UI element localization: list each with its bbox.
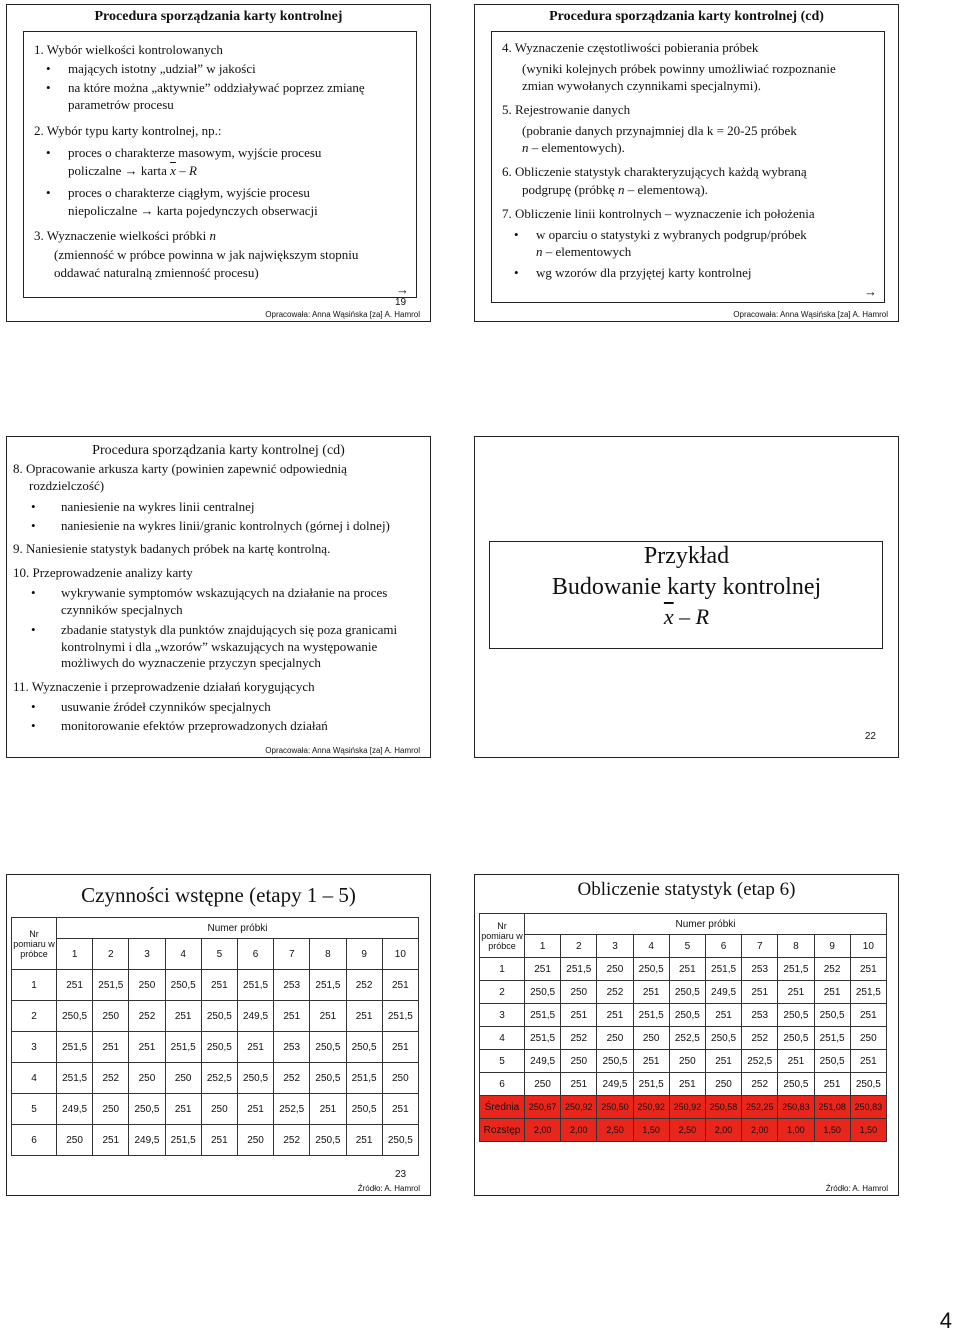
item-2a-cont bbox=[68, 163, 197, 179]
table-cell: 253 bbox=[742, 1004, 778, 1027]
table-cell: 250 bbox=[93, 1094, 129, 1125]
x-bar-symbol: $\overline{x}$ bbox=[170, 163, 176, 178]
item-2b: proces o charakterze ciągłym, wyjście procesu bbox=[68, 185, 310, 200]
bullet-dot: • bbox=[31, 499, 36, 514]
item-1: 1. Wybór wielkości kontrolowanych bbox=[34, 42, 223, 57]
table-cell: 251 bbox=[382, 970, 418, 1001]
table-cell: 250 bbox=[237, 1125, 273, 1156]
item-8a: naniesienie na wykres linii centralnej bbox=[61, 499, 255, 514]
row-label-cell: 5 bbox=[480, 1050, 525, 1073]
column-header-cell: 10 bbox=[382, 939, 418, 970]
table-cell: 251,5 bbox=[165, 1032, 201, 1063]
row-header-cell: Nr pomiaru w próbce bbox=[480, 914, 525, 958]
column-header-cell: 5 bbox=[201, 939, 237, 970]
slide-title: Czynności wstępne (etapy 1 – 5) bbox=[81, 883, 356, 907]
bullet-dot: • bbox=[46, 145, 51, 160]
table-cell: 251 bbox=[310, 1001, 346, 1032]
table-cell: 251,5 bbox=[93, 970, 129, 1001]
table-cell: 250,5 bbox=[57, 1001, 93, 1032]
chart-type-text: policzalne → karta bbox=[68, 163, 167, 178]
chart-type-formula bbox=[475, 604, 898, 630]
row-header-cell: Nr pomiaru w próbce bbox=[12, 918, 57, 970]
item-2a: proces o charakterze masowym, wyjście procesu bbox=[68, 145, 322, 160]
table-cell: 252 bbox=[814, 958, 850, 981]
item-7a-cont bbox=[536, 244, 631, 260]
table-cell: 250,5 bbox=[346, 1032, 382, 1063]
stat-cell: 250,92 bbox=[669, 1096, 705, 1119]
table-cell: 252 bbox=[346, 970, 382, 1001]
group-header-cell: Numer próbki bbox=[525, 914, 887, 935]
table-cell: 252,5 bbox=[274, 1094, 310, 1125]
content-frame bbox=[491, 31, 885, 303]
column-header-cell: 4 bbox=[633, 935, 669, 958]
table-cell: 250,5 bbox=[382, 1125, 418, 1156]
item-11: 11. Wyznaczenie i przeprowadzenie działań korygujących bbox=[13, 679, 315, 694]
item-10a-cont: czynników specjalnych bbox=[61, 602, 183, 617]
table-row bbox=[480, 1073, 887, 1096]
item-7a: w oparciu o statystyki z wybranych podgrup/próbek bbox=[536, 227, 807, 242]
table-cell: 251 bbox=[597, 1004, 633, 1027]
document-page-number: 4 bbox=[939, 1308, 952, 1333]
table-cell: 250,5 bbox=[669, 1004, 705, 1027]
table-cell: 251 bbox=[705, 1050, 741, 1073]
table-cell: 250,5 bbox=[778, 1027, 814, 1050]
table-cell: 251,5 bbox=[525, 1027, 561, 1050]
group-header-cell: Numer próbki bbox=[57, 918, 419, 939]
table-cell: 251,5 bbox=[561, 958, 597, 981]
table-cell: 250,5 bbox=[778, 1073, 814, 1096]
table-cell: 250,5 bbox=[525, 981, 561, 1004]
table-cell: 250 bbox=[93, 1001, 129, 1032]
row-label-cell: 2 bbox=[12, 1001, 57, 1032]
item-5-note-cont bbox=[522, 140, 625, 156]
bullet-dot: • bbox=[31, 699, 36, 714]
table-cell: 251 bbox=[633, 981, 669, 1004]
table-cell: 252,5 bbox=[201, 1063, 237, 1094]
stat-label-cell: Rozstęp bbox=[480, 1119, 525, 1142]
table-cell: 250 bbox=[597, 1027, 633, 1050]
table-cell: 252 bbox=[129, 1001, 165, 1032]
stat-cell: 250,92 bbox=[561, 1096, 597, 1119]
table-cell: 251,5 bbox=[382, 1001, 418, 1032]
item-1b: na które można „aktywnie” oddziaływać poprzez zmianę bbox=[68, 80, 365, 95]
stat-cell: 250,83 bbox=[778, 1096, 814, 1119]
table-cell: 250 bbox=[633, 1027, 669, 1050]
slide-footer: Opracowała: Anna Wąsińska [za] A. Hamrol bbox=[265, 746, 420, 755]
table-cell: 251 bbox=[850, 958, 886, 981]
table-cell: 251,5 bbox=[633, 1073, 669, 1096]
table-cell: 251 bbox=[165, 1094, 201, 1125]
column-header-cell: 8 bbox=[778, 935, 814, 958]
bullet-dot: • bbox=[31, 518, 36, 533]
table-cell: 252 bbox=[742, 1073, 778, 1096]
slide-title: Procedura sporządzania karty kontrolnej (cd) bbox=[92, 443, 345, 458]
table-cell: 251,5 bbox=[850, 981, 886, 1004]
item-7b: wg wzorów dla przyjętej karty kontrolnej bbox=[536, 265, 752, 280]
table-cell: 253 bbox=[742, 958, 778, 981]
table-cell: 251,5 bbox=[346, 1063, 382, 1094]
table-cell: 249,5 bbox=[129, 1125, 165, 1156]
table-cell: 251 bbox=[129, 1032, 165, 1063]
item-7: 7. Obliczenie linii kontrolnych – wyznaczenie ich położenia bbox=[502, 206, 815, 221]
table-cell: 251 bbox=[346, 1001, 382, 1032]
column-header-cell: 9 bbox=[814, 935, 850, 958]
table-cell: 251 bbox=[814, 981, 850, 1004]
table-cell: 250 bbox=[129, 970, 165, 1001]
item-9: 9. Naniesienie statystyk badanych próbek na kartę kontrolną. bbox=[13, 541, 331, 556]
item-3-text: 3. Wyznaczenie wielkości próbki bbox=[34, 228, 207, 243]
stat-cell: 250,58 bbox=[705, 1096, 741, 1119]
stat-cell: 2,00 bbox=[525, 1119, 561, 1142]
column-header-cell: 3 bbox=[597, 935, 633, 958]
table-cell: 251,5 bbox=[778, 958, 814, 981]
table-cell: 250,5 bbox=[201, 1032, 237, 1063]
measurement-table bbox=[11, 917, 419, 1156]
table-cell: 250,5 bbox=[814, 1004, 850, 1027]
table-cell: 250,5 bbox=[310, 1125, 346, 1156]
column-header-cell: 6 bbox=[705, 935, 741, 958]
table-row bbox=[12, 1032, 419, 1063]
table-row bbox=[12, 1125, 419, 1156]
table-row bbox=[480, 1050, 887, 1073]
table-cell: 251 bbox=[201, 1125, 237, 1156]
item-11b: monitorowanie efektów przeprowadzonych działań bbox=[61, 718, 328, 733]
stat-cell: 250,92 bbox=[633, 1096, 669, 1119]
table-cell: 250,5 bbox=[705, 1027, 741, 1050]
table-cell: 251 bbox=[633, 1050, 669, 1073]
slide-number: 23 bbox=[395, 1169, 407, 1180]
stat-label-cell: Średnia bbox=[480, 1096, 525, 1119]
statistics-table bbox=[479, 913, 887, 1142]
table-cell: 252 bbox=[274, 1125, 310, 1156]
row-label-cell: 3 bbox=[480, 1004, 525, 1027]
row-label-cell: 5 bbox=[12, 1094, 57, 1125]
table-cell: 250,5 bbox=[814, 1050, 850, 1073]
bullet-dot: • bbox=[46, 80, 51, 95]
table-cell: 249,5 bbox=[525, 1050, 561, 1073]
bullet-dot: • bbox=[31, 622, 36, 637]
table-cell: 253 bbox=[274, 1032, 310, 1063]
table-row bbox=[12, 970, 419, 1001]
stat-cell: 250,67 bbox=[525, 1096, 561, 1119]
table-cell: 251,5 bbox=[814, 1027, 850, 1050]
table-cell: 251 bbox=[237, 1094, 273, 1125]
table-cell: 250 bbox=[561, 1050, 597, 1073]
table-cell: 250,5 bbox=[669, 981, 705, 1004]
table-row bbox=[12, 1063, 419, 1094]
column-header-cell: 2 bbox=[561, 935, 597, 958]
bullet-dot: • bbox=[514, 227, 519, 242]
item-7a-text: – elementowych bbox=[545, 244, 632, 259]
table-cell: 250,5 bbox=[129, 1094, 165, 1125]
item-3-note-cont: oddawać naturalną zmienność procesu) bbox=[54, 265, 259, 280]
table-cell: 250 bbox=[382, 1063, 418, 1094]
row-label-cell: 6 bbox=[12, 1125, 57, 1156]
table-cell: 250 bbox=[669, 1050, 705, 1073]
n-symbol: n bbox=[209, 228, 216, 243]
slide-footer: Źródło: A. Hamrol bbox=[357, 1184, 420, 1193]
table-cell: 251 bbox=[310, 1094, 346, 1125]
column-header-cell: 1 bbox=[57, 939, 93, 970]
stat-cell: 251,08 bbox=[814, 1096, 850, 1119]
table-cell: 250,5 bbox=[633, 958, 669, 981]
slide-example-title bbox=[474, 436, 899, 758]
table-cell: 251 bbox=[382, 1094, 418, 1125]
stat-row bbox=[480, 1119, 887, 1142]
column-header-cell: 9 bbox=[346, 939, 382, 970]
stat-cell: 2,00 bbox=[705, 1119, 741, 1142]
table-cell: 251,5 bbox=[57, 1063, 93, 1094]
table-cell: 251,5 bbox=[633, 1004, 669, 1027]
slide-title: Procedura sporządzania karty kontrolnej bbox=[94, 9, 343, 24]
column-header-cell: 5 bbox=[669, 935, 705, 958]
item-10b: zbadanie statystyk dla punktów znajdujących się poza granicami bbox=[61, 622, 398, 637]
stat-cell: 1,50 bbox=[850, 1119, 886, 1142]
item-5-note-text: – elementowych). bbox=[531, 140, 625, 155]
table-cell: 251,5 bbox=[237, 970, 273, 1001]
example-subheading: Budowanie karty kontrolnej bbox=[551, 574, 822, 600]
table-cell: 250,5 bbox=[310, 1032, 346, 1063]
slide-footer: Opracowała: Anna Wąsińska [za] A. Hamrol bbox=[733, 310, 888, 319]
table-row bbox=[480, 1004, 887, 1027]
table-cell: 251 bbox=[669, 1073, 705, 1096]
table-cell: 251 bbox=[705, 1004, 741, 1027]
row-label-cell: 4 bbox=[480, 1027, 525, 1050]
column-header-cell: 7 bbox=[274, 939, 310, 970]
table-cell: 252,5 bbox=[669, 1027, 705, 1050]
column-header-cell: 6 bbox=[237, 939, 273, 970]
stat-cell: 1,00 bbox=[778, 1119, 814, 1142]
table-cell: 251 bbox=[850, 1050, 886, 1073]
table-cell: 250,5 bbox=[165, 970, 201, 1001]
table-cell: 250,5 bbox=[310, 1063, 346, 1094]
item-2: 2. Wybór typu karty kontrolnej, np.: bbox=[34, 123, 222, 138]
table-cell: 250,5 bbox=[597, 1050, 633, 1073]
slide-procedure-part3 bbox=[6, 436, 431, 758]
item-4-note-cont: zmian wywołanych czynnikami specjalnymi). bbox=[522, 78, 761, 93]
bullet-dot: • bbox=[46, 61, 51, 76]
table-cell: 249,5 bbox=[57, 1094, 93, 1125]
table-cell: 251 bbox=[201, 970, 237, 1001]
column-header-cell: 1 bbox=[525, 935, 561, 958]
slide-preliminary-steps bbox=[6, 874, 431, 1196]
example-heading: Przykład bbox=[643, 543, 730, 569]
slide-footer: Opracowała: Anna Wąsińska [za] A. Hamrol bbox=[265, 310, 420, 319]
n-symbol: n bbox=[522, 140, 529, 155]
row-label-cell: 2 bbox=[480, 981, 525, 1004]
table-cell: 251 bbox=[850, 1004, 886, 1027]
table-cell: 249,5 bbox=[597, 1073, 633, 1096]
slide-procedure-part2 bbox=[474, 4, 899, 322]
table-cell: 252 bbox=[742, 1027, 778, 1050]
item-8b: naniesienie na wykres linii/granic kontrolnych (górnej i dolnej) bbox=[61, 518, 390, 533]
table-cell: 250,5 bbox=[346, 1094, 382, 1125]
table-cell: 251 bbox=[346, 1125, 382, 1156]
table-cell: 250 bbox=[705, 1073, 741, 1096]
table-cell: 250 bbox=[201, 1094, 237, 1125]
table-cell: 251 bbox=[525, 958, 561, 981]
slide-procedure-part1 bbox=[6, 4, 431, 322]
table-cell: 249,5 bbox=[705, 981, 741, 1004]
table-cell: 250 bbox=[57, 1125, 93, 1156]
stat-cell: 2,50 bbox=[597, 1119, 633, 1142]
item-10b-cont2: możliwych do wyznaczenie przyczyn specjalnych bbox=[61, 655, 321, 670]
bullet-dot: • bbox=[31, 718, 36, 733]
slide-title: Obliczenie statystyk (etap 6) bbox=[577, 879, 796, 900]
table-cell: 251 bbox=[382, 1032, 418, 1063]
table-cell: 251 bbox=[93, 1032, 129, 1063]
table-cell: 251 bbox=[778, 1050, 814, 1073]
row-label-cell: 1 bbox=[12, 970, 57, 1001]
table-cell: 251 bbox=[165, 1001, 201, 1032]
slide-footer: Źródło: A. Hamrol bbox=[825, 1184, 888, 1193]
item-10b-cont: kontrolnymi i dla „wzorów” wskazujących na występowanie bbox=[61, 639, 378, 654]
table-cell: 251 bbox=[742, 981, 778, 1004]
item-1b-cont: parametrów procesu bbox=[68, 97, 174, 112]
column-header-cell: 7 bbox=[742, 935, 778, 958]
table-cell: 251 bbox=[57, 970, 93, 1001]
table-cell: 252 bbox=[561, 1027, 597, 1050]
stat-cell: 250,83 bbox=[850, 1096, 886, 1119]
bullet-dot: • bbox=[46, 185, 51, 200]
table-cell: 250,5 bbox=[201, 1001, 237, 1032]
item-11a: usuwanie źródeł czynników specjalnych bbox=[61, 699, 271, 714]
table-cell: 250,5 bbox=[778, 1004, 814, 1027]
table-cell: 251 bbox=[814, 1073, 850, 1096]
row-label-cell: 1 bbox=[480, 958, 525, 981]
table-cell: 250 bbox=[525, 1073, 561, 1096]
item-1a: mających istotny „udział” w jakości bbox=[68, 61, 256, 76]
column-header-cell: 8 bbox=[310, 939, 346, 970]
table-cell: 251 bbox=[669, 958, 705, 981]
table-row bbox=[12, 1001, 419, 1032]
table-cell: 251,5 bbox=[705, 958, 741, 981]
item-5: 5. Rejestrowanie danych bbox=[502, 102, 631, 117]
item-10a: wykrywanie symptomów wskazujących na działanie na proces bbox=[61, 585, 388, 600]
table-cell: 251,5 bbox=[165, 1125, 201, 1156]
stat-cell: 1,50 bbox=[814, 1119, 850, 1142]
table-cell: 250 bbox=[165, 1063, 201, 1094]
stat-cell: 2,00 bbox=[561, 1119, 597, 1142]
column-header-cell: 3 bbox=[129, 939, 165, 970]
slide-number: 22 bbox=[864, 731, 876, 742]
next-arrow-icon: → bbox=[396, 282, 409, 297]
table-row bbox=[480, 981, 887, 1004]
table-cell: 251 bbox=[561, 1004, 597, 1027]
table-cell: 251 bbox=[561, 1073, 597, 1096]
item-8-cont: rozdzielczość) bbox=[29, 478, 105, 493]
table-cell: 251 bbox=[93, 1125, 129, 1156]
item-5-note: (pobranie danych przynajmniej dla k = 20-25 próbek bbox=[522, 123, 797, 138]
table-row bbox=[480, 1027, 887, 1050]
table-cell: 253 bbox=[274, 970, 310, 1001]
table-row bbox=[12, 1094, 419, 1125]
row-label-cell: 3 bbox=[12, 1032, 57, 1063]
bullet-dot: • bbox=[31, 585, 36, 600]
item-6: 6. Obliczenie statystyk charakteryzujących każdą wybraną bbox=[502, 164, 807, 179]
stat-cell: 2,50 bbox=[669, 1119, 705, 1142]
content-frame bbox=[23, 31, 417, 298]
column-header-cell: 4 bbox=[165, 939, 201, 970]
item-6-text: podgrupę (próbkę bbox=[522, 182, 615, 197]
stat-cell: 1,50 bbox=[633, 1119, 669, 1142]
table-row bbox=[480, 958, 887, 981]
table-cell: 251,5 bbox=[525, 1004, 561, 1027]
item-10: 10. Przeprowadzenie analizy karty bbox=[13, 565, 193, 580]
table-cell: 251,5 bbox=[310, 970, 346, 1001]
n-symbol: n bbox=[618, 182, 625, 197]
slide-title: Procedura sporządzania karty kontrolnej (cd) bbox=[549, 9, 824, 24]
column-header-cell: 2 bbox=[93, 939, 129, 970]
table-cell: 250 bbox=[850, 1027, 886, 1050]
stat-cell: 2,00 bbox=[742, 1119, 778, 1142]
row-label-cell: 6 bbox=[480, 1073, 525, 1096]
item-3-note: (zmienność w próbce powinna w jak największym stopniu bbox=[54, 247, 359, 262]
r-symbol: – R bbox=[679, 604, 710, 629]
item-2b-cont: niepoliczalne → karta pojedynczych obserwacji bbox=[68, 203, 318, 218]
slide-number: 19 bbox=[395, 297, 407, 308]
table-cell: 251 bbox=[778, 981, 814, 1004]
item-3 bbox=[34, 228, 216, 244]
item-8: 8. Opracowanie arkusza karty (powinien zapewnić odpowiednią bbox=[13, 461, 347, 476]
bullet-dot: • bbox=[514, 265, 519, 280]
next-arrow-icon: → bbox=[864, 284, 877, 299]
x-bar-symbol: $\overline{x}$ bbox=[663, 604, 674, 629]
item-6-text2: – elementową). bbox=[627, 182, 708, 197]
stat-cell: 252,25 bbox=[742, 1096, 778, 1119]
row-label-cell: 4 bbox=[12, 1063, 57, 1094]
item-6-cont bbox=[522, 182, 708, 198]
n-symbol: n bbox=[536, 244, 543, 259]
table-cell: 252,5 bbox=[742, 1050, 778, 1073]
slide-statistics bbox=[474, 874, 899, 1196]
item-4-note: (wyniki kolejnych próbek powinny umożliwiać rozpoznanie bbox=[522, 61, 836, 76]
r-symbol: – R bbox=[179, 163, 197, 178]
table-cell: 252 bbox=[93, 1063, 129, 1094]
table-cell: 250 bbox=[561, 981, 597, 1004]
table-cell: 249,5 bbox=[237, 1001, 273, 1032]
table-cell: 251 bbox=[274, 1001, 310, 1032]
table-cell: 250,5 bbox=[850, 1073, 886, 1096]
column-header-cell: 10 bbox=[850, 935, 886, 958]
table-cell: 250 bbox=[597, 958, 633, 981]
table-cell: 252 bbox=[597, 981, 633, 1004]
table-cell: 250,5 bbox=[237, 1063, 273, 1094]
table-cell: 251,5 bbox=[57, 1032, 93, 1063]
table-cell: 251 bbox=[237, 1032, 273, 1063]
table-cell: 252 bbox=[274, 1063, 310, 1094]
table-cell: 250 bbox=[129, 1063, 165, 1094]
item-4: 4. Wyznaczenie częstotliwości pobierania próbek bbox=[502, 40, 759, 55]
stat-cell: 250,50 bbox=[597, 1096, 633, 1119]
stat-row bbox=[480, 1096, 887, 1119]
